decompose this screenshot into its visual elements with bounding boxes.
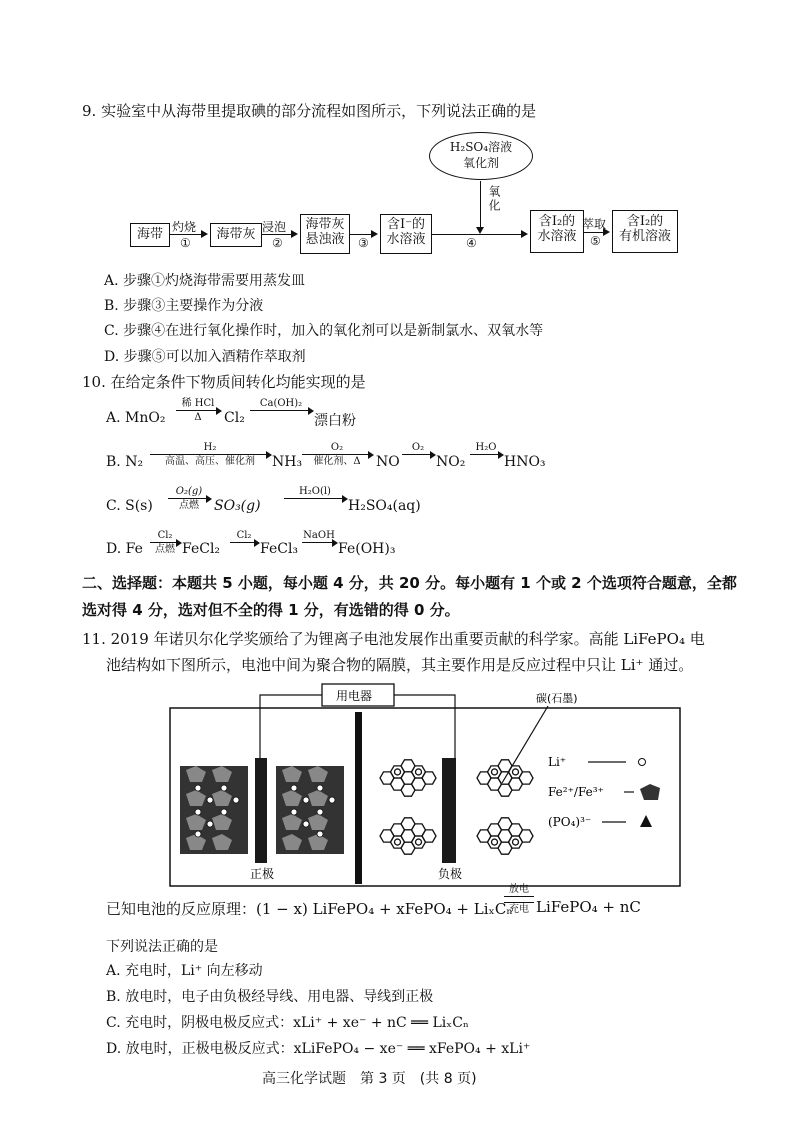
flow-arrow-5 (584, 232, 608, 233)
q10-a-p2: 漂白粉 (314, 413, 356, 429)
li-ion-dot (492, 839, 498, 845)
legend-po4: (PO₄)³⁻ (548, 815, 592, 829)
cathode-lattice-left (180, 766, 248, 854)
q11-reaction-arrows (504, 884, 534, 915)
reagent-oval (429, 132, 533, 180)
legend-li: Li⁺ (548, 755, 567, 769)
double-arrow-icon (504, 896, 534, 903)
device-label: 用电器 (336, 689, 373, 703)
q10-b-arrow3: O₂ (402, 442, 434, 456)
q9-option-b: B. 步骤③主要操作为分液 (104, 298, 264, 314)
q11-option-d: D. 放电时，正极电极反应式：xLiFePO₄ − xe⁻ ══ xFePO₄ + xLi⁺ (106, 1041, 531, 1057)
li-ion-dot (513, 769, 519, 775)
flow-box-iodine-aq: 含I₂的 水溶液 (530, 210, 584, 253)
q11-stem-line1: 11. 2019 年诺贝尔化学奖颁给了为锂离子电池发展作出重要贡献的科学家。高能 LiFePO₄ 电 (82, 630, 705, 648)
q10-d-arrow2: Cl₂ (230, 530, 258, 544)
oval-line1: H₂SO₄溶液 (449, 140, 513, 154)
li-ion-dot (416, 769, 422, 775)
negative-electrode (442, 758, 456, 863)
li-ion-icon (639, 759, 646, 766)
q10-b-arrow2: O₂ 催化剂、Δ (302, 442, 372, 467)
flow-box-iodide: 含I⁻的 水溶液 (380, 214, 432, 254)
flow-box-kelp: 海带 (130, 223, 170, 247)
flow-box-ash: 海带灰 (210, 223, 262, 247)
flow-arrow-3 (350, 234, 376, 235)
q10-c-label: C. S(s) (106, 498, 153, 514)
q11-option-b: B. 放电时，电子由负极经导线、用电器、导线到正极 (106, 989, 434, 1005)
q10-b-p4: HNO₃ (504, 454, 546, 470)
oval-line2: 氧化剂 (462, 156, 499, 170)
q11-question: 下列说法正确的是 (106, 939, 218, 955)
q10-b-arrow4: H₂O (470, 442, 502, 456)
flow-arrow-4 (432, 234, 526, 235)
q10-d-p2: FeCl₃ (260, 541, 299, 557)
q9-option-a: A. 步骤①灼烧海带需要用蒸发皿 (104, 273, 306, 289)
q10-b-p1: NH₃ (272, 454, 303, 470)
flow-box-suspension: 海带灰 悬浊液 (300, 214, 350, 254)
q10-d-arrow1: Cl₂ 点燃 (150, 530, 180, 555)
step2-num: ② (272, 236, 283, 250)
q10-b-p2: NO (376, 454, 400, 470)
step5-num: ⑤ (590, 234, 601, 248)
q10-c-p2: H₂SO₄(aq) (348, 498, 421, 514)
step1-num: ① (180, 236, 191, 250)
battery-figure (150, 678, 700, 890)
q10-d-p3: Fe(OH)₃ (338, 541, 396, 557)
flow-box-iodine-org: 含I₂的 有机溶液 (612, 210, 678, 253)
q10-a-arrow2: Ca(OH)₂ (250, 398, 312, 412)
q11-option-a: A. 充电时，Li⁺ 向左移动 (106, 963, 263, 979)
q11-reaction-suffix: LiFePO₄ + nC (536, 898, 641, 916)
q9-flow-diagram (0, 0, 794, 260)
q11-stem-line2: 池结构如下图所示，电池中间为聚合物的隔膜，其主要作用是反应过程中只让 Li⁺ 通过。 (106, 656, 694, 674)
li-ion-dot (492, 769, 498, 775)
q10-d-arrow3: NaOH (303, 530, 335, 541)
q10-d-label: D. Fe (106, 541, 143, 557)
li-ion-dot (395, 769, 401, 775)
oxidation-label: 氧化 (487, 185, 501, 213)
step2-label: 浸泡 (262, 220, 287, 234)
li-ion-dot (416, 839, 422, 845)
q10-b-label: B. N₂ (106, 454, 144, 470)
q10-d-p1: FeCl₂ (182, 541, 221, 557)
q9-stem: 9. 实验室中从海带里提取碘的部分流程如图所示，下列说法正确的是 (82, 102, 537, 120)
positive-label: 正极 (250, 867, 275, 881)
q10-c-arrow2: H₂O(l) (284, 486, 346, 500)
section2-line2: 选对得 4 分，选对但不全的得 1 分，有选错的得 0 分。 (82, 601, 460, 619)
negative-label: 负极 (438, 867, 463, 881)
q9-option-d: D. 步骤⑤可以加入酒精作萃取剂 (104, 349, 306, 365)
q11-reaction-prefix: 已知电池的反应原理：(1 − x) LiFePO₄ + xFePO₄ + LiₓCₙ (106, 900, 513, 918)
step1-label: 灼烧 (172, 220, 197, 234)
step4-num: ④ (466, 236, 477, 250)
page-footer: 高三化学试题 第 3 页 (共 8 页) (262, 1071, 477, 1087)
legend-fe: Fe²⁺/Fe³⁺ (548, 785, 604, 799)
q10-c-p1: SO₃(g) (214, 498, 261, 514)
separator-membrane (355, 712, 362, 884)
oxidation-down-arrow (480, 181, 481, 229)
q10-b-p3: NO₂ (436, 454, 466, 470)
arrowhead-icon (476, 227, 484, 234)
li-ion-dot (513, 839, 519, 845)
carbon-label: 碳(石墨) (536, 692, 578, 705)
positive-electrode (255, 758, 267, 863)
q10-a-p1: Cl₂ (224, 410, 245, 426)
q10-c-arrow1: O₂(g) 点燃 (168, 486, 210, 511)
q11-option-c: C. 充电时，阴极电极反应式：xLi⁺ + xe⁻ + nC ══ LiₓCₙ (106, 1015, 469, 1031)
step3-num: ③ (358, 236, 369, 250)
discharge-label: 放电 (509, 884, 529, 895)
step5-label: 萃取 (582, 217, 607, 231)
section2-line1: 二、选择题：本题共 5 小题，每小题 4 分，共 20 分。每小题有 1 个或 2 个选项符合题意，全都 (82, 574, 737, 592)
q10-a-arrow1: 稀 HCl Δ (176, 398, 220, 423)
q10-a-label: A. MnO₂ (106, 410, 166, 426)
q10-stem: 10. 在给定条件下物质间转化均能实现的是 (82, 373, 366, 391)
q10-b-arrow1: H₂ 高温、高压、催化剂 (150, 442, 270, 467)
charge-label: 充电 (509, 904, 529, 915)
cathode-lattice-right (276, 766, 344, 854)
q9-option-c: C. 步骤④在进行氧化操作时，加入的氧化剂可以是新制氯水、双氧水等 (104, 323, 544, 339)
li-ion-dot (395, 839, 401, 845)
